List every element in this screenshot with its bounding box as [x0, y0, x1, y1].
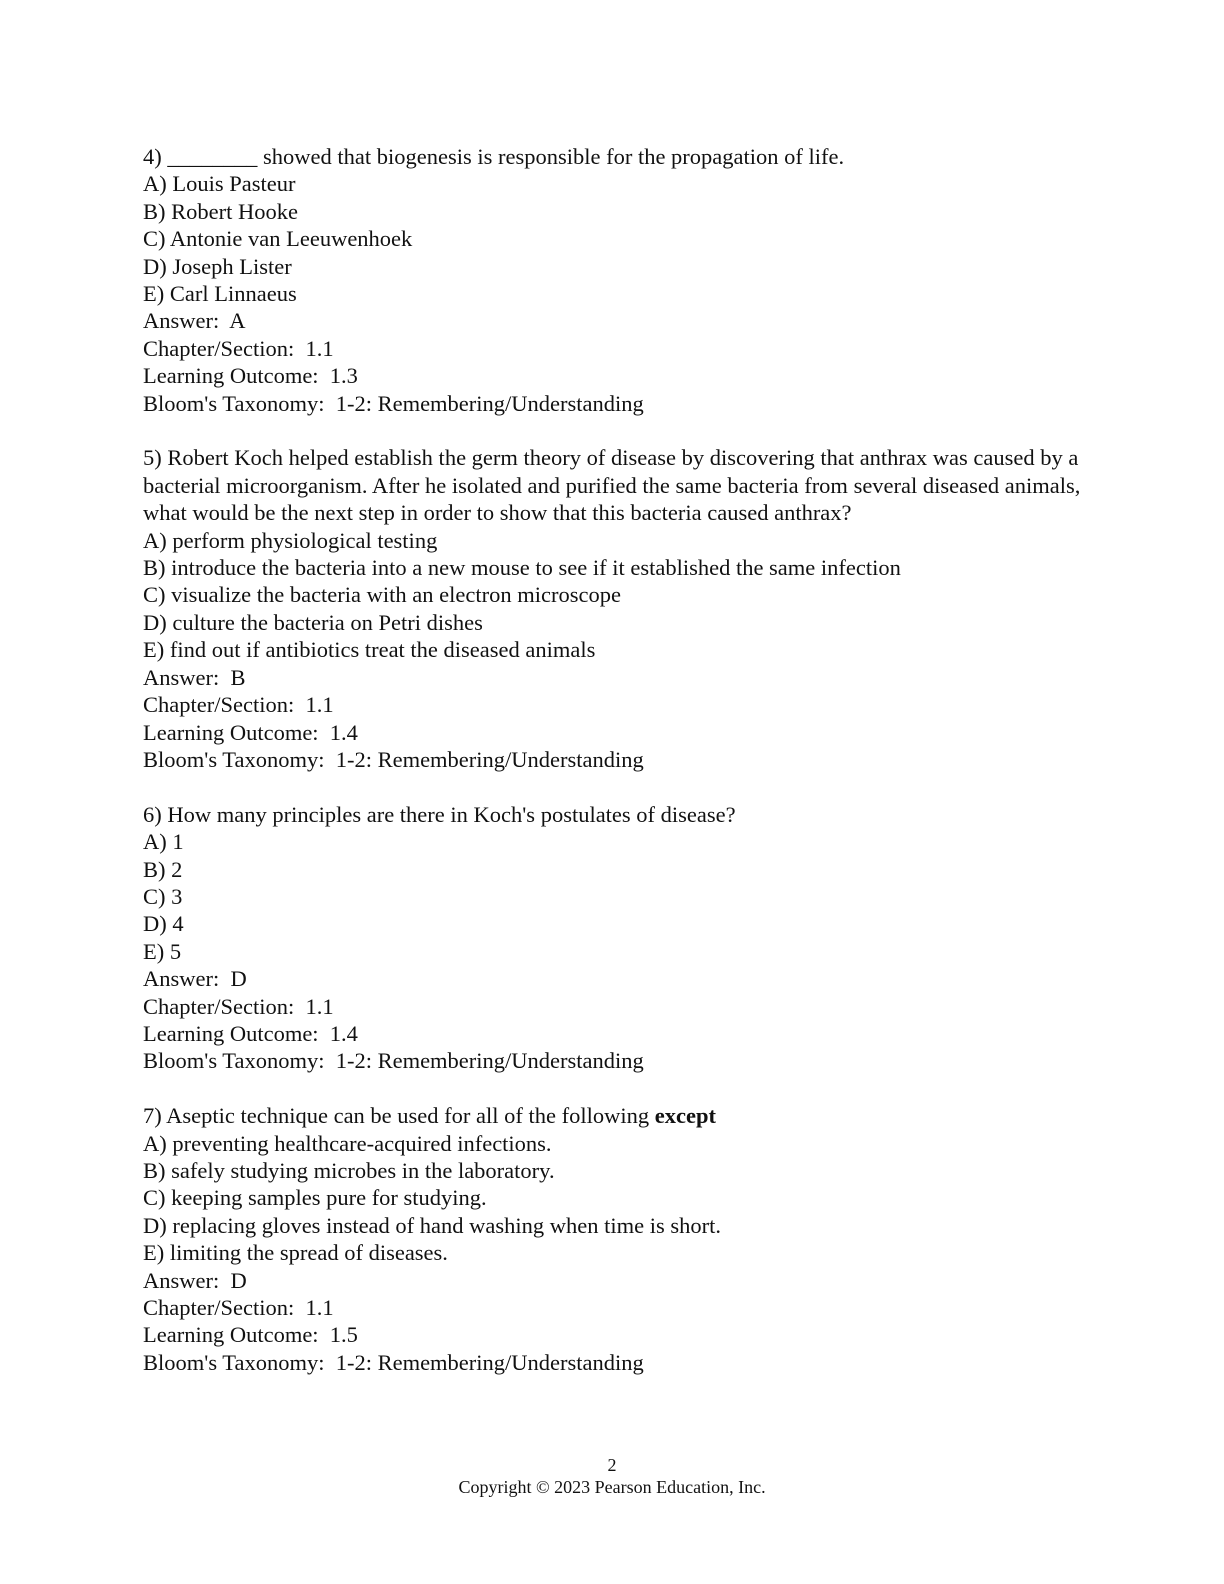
answer: Answer: D: [143, 1267, 247, 1293]
option-b: B) introduce the bacteria into a new mouse to see if it established the same infection: [143, 555, 901, 581]
option-e: E) 5: [143, 938, 182, 964]
option-a: A) 1: [143, 829, 184, 855]
learning-outcome: Learning Outcome: 1.4: [143, 719, 358, 745]
question-list: [143, 143, 1083, 1404]
option-a: A) perform physiological testing: [143, 527, 438, 553]
option-a: A) preventing healthcare-acquired infections.: [143, 1130, 552, 1156]
option-e: E) Carl Linnaeus: [143, 281, 297, 307]
answer: Answer: D: [143, 966, 247, 992]
copyright-notice: Copyright © 2023 Pearson Education, Inc.: [458, 1477, 766, 1497]
chapter-section: Chapter/Section: 1.1: [143, 1295, 334, 1321]
question-number: 5): [143, 445, 162, 471]
question-number: 4): [143, 144, 162, 169]
option-c: C) 3: [143, 883, 183, 909]
question-7: [143, 1102, 1083, 1376]
option-b: B) safely studying microbes in the laboratory.: [143, 1157, 555, 1183]
answer: Answer: A: [143, 308, 246, 334]
question-5: [143, 444, 1083, 773]
question-text: How many principles are there in Koch's postulates of disease?: [167, 801, 736, 827]
chapter-section: Chapter/Section: 1.1: [143, 335, 334, 361]
question-stem: [143, 143, 1083, 170]
option-c: C) Antonie van Leeuwenhoek: [143, 226, 413, 252]
question-stem: [143, 444, 1083, 526]
option-d: D) culture the bacteria on Petri dishes: [143, 609, 483, 635]
question-stem: [143, 801, 1083, 828]
question-number: 6): [143, 801, 162, 827]
option-d: D) Joseph Lister: [143, 253, 292, 279]
blooms-taxonomy: Bloom's Taxonomy: 1-2: Remembering/Understanding: [143, 1349, 644, 1375]
blooms-taxonomy: Bloom's Taxonomy: 1-2: Remembering/Understanding: [143, 390, 644, 416]
blooms-taxonomy: Bloom's Taxonomy: 1-2: Remembering/Understanding: [143, 746, 644, 772]
page-number: 2: [607, 1455, 617, 1475]
question-stem: [143, 1102, 1083, 1129]
option-c: C) visualize the bacteria with an electron microscope: [143, 582, 621, 608]
learning-outcome: Learning Outcome: 1.3: [143, 363, 358, 389]
option-b: B) 2: [143, 856, 183, 882]
option-d: D) replacing gloves instead of hand washing when time is short.: [143, 1212, 722, 1238]
question-4: [143, 143, 1083, 417]
option-d: D) 4: [143, 911, 184, 937]
question-text: ________ showed that biogenesis is responsible for the propagation of life.: [167, 144, 845, 169]
learning-outcome: Learning Outcome: 1.4: [143, 1020, 358, 1046]
question-6: [143, 801, 1083, 1075]
learning-outcome: Learning Outcome: 1.5: [143, 1322, 358, 1348]
answer: Answer: B: [143, 664, 246, 690]
question-text: Robert Koch helped establish the germ theory of disease by discovering that anthrax was caused by a bacterial microorganism. After he isolated and purified the same bacteria from several diseased animals, what would be the next step in order to show that this bacteria caused anthrax?: [143, 445, 1081, 526]
option-a: A) Louis Pasteur: [143, 171, 296, 197]
option-e: E) limiting the spread of diseases.: [143, 1240, 448, 1266]
question-number: 7): [143, 1103, 162, 1129]
question-emphasis: except: [654, 1103, 716, 1129]
option-b: B) Robert Hooke: [143, 198, 298, 224]
option-e: E) find out if antibiotics treat the diseased animals: [143, 637, 596, 663]
chapter-section: Chapter/Section: 1.1: [143, 692, 334, 718]
chapter-section: Chapter/Section: 1.1: [143, 993, 334, 1019]
blooms-taxonomy: Bloom's Taxonomy: 1-2: Remembering/Understanding: [143, 1048, 644, 1074]
option-c: C) keeping samples pure for studying.: [143, 1185, 487, 1211]
question-text: Aseptic technique can be used for all of the following: [166, 1103, 650, 1129]
